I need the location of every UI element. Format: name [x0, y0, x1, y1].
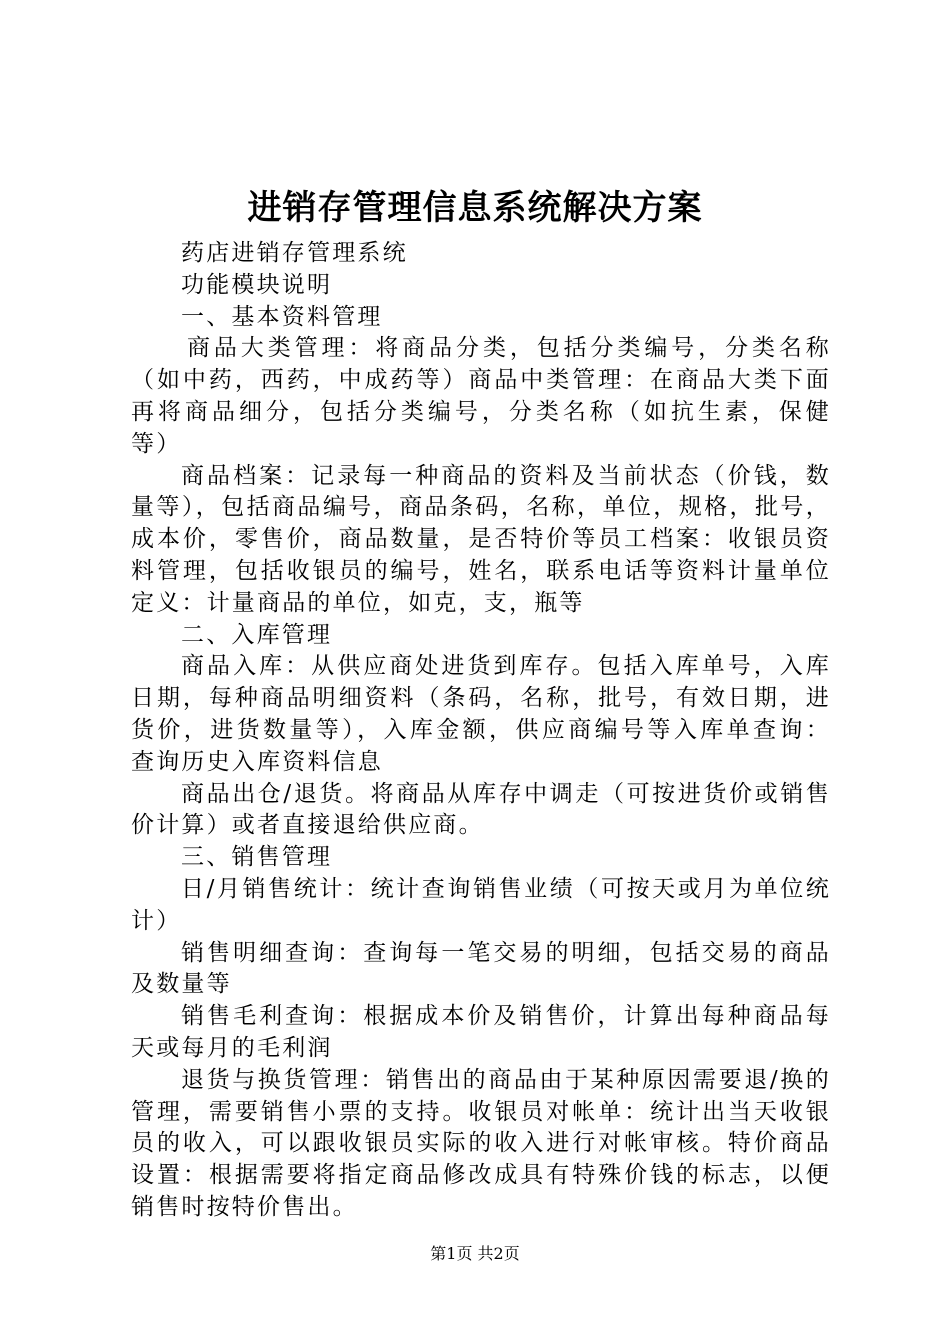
text-line: 等） — [131, 430, 182, 457]
text-line: 及数量等 — [131, 971, 232, 998]
text-line: 日期，每种商品明细资料（条码，名称，批号，有效日期，进 — [131, 685, 831, 712]
text-line: 功能模块说明 — [181, 271, 333, 298]
text-line: 量等），包括商品编号，商品条码，名称，单位，规格，批号， — [131, 494, 831, 521]
text-line: 药店进销存管理系统 — [181, 240, 408, 266]
text-line: 计） — [131, 907, 182, 934]
text-line: 价计算）或者直接退给供应商。 — [131, 812, 484, 839]
section-heading: 三、销售管理 — [181, 844, 333, 871]
text-line: 退货与换货管理：销售出的商品由于某种原因需要退/换的 — [181, 1066, 831, 1093]
text-line: 销售时按特价售出。 — [131, 1193, 358, 1220]
text-line: 商品出仓/退货。将商品从库存中调走（可按进货价或销售 — [181, 780, 831, 807]
text-line: 货价，进货数量等），入库金额，供应商编号等入库单查询： — [131, 716, 831, 743]
document-title: 进销存管理信息系统解决方案 — [247, 188, 703, 228]
text-line: 商品入库：从供应商处进货到库存。包括入库单号，入库 — [181, 653, 831, 680]
text-line: 设置：根据需要将指定商品修改成具有特殊价钱的标志，以便 — [131, 1162, 831, 1189]
text-line: 员的收入，可以跟收银员实际的收入进行对帐审核。特价商品 — [131, 1130, 831, 1157]
section-heading: 二、入库管理 — [181, 621, 333, 648]
text-line: 管理，需要销售小票的支持。收银员对帐单：统计出当天收银 — [131, 1098, 831, 1125]
text-line: 日/月销售统计：统计查询销售业绩（可按天或月为单位统 — [181, 875, 831, 902]
text-line: 销售毛利查询：根据成本价及销售价，计算出每种商品每 — [181, 1003, 831, 1030]
text-line: 商品档案：记录每一种商品的资料及当前状态（价钱，数 — [181, 462, 831, 489]
text-line: 料管理，包括收银员的编号，姓名，联系电话等资料计量单位 — [131, 557, 831, 584]
text-line: 查询历史入库资料信息 — [131, 748, 383, 775]
page-footer: 第1页 共2页 — [430, 1244, 520, 1263]
section-heading: 一、基本资料管理 — [181, 303, 383, 330]
text-line: 天或每月的毛利润 — [131, 1034, 333, 1061]
document-body — [131, 238, 831, 1224]
text-line: 再将商品细分，包括分类编号，分类名称（如抗生素，保健 — [131, 398, 831, 425]
text-line: 成本价，零售价，商品数量，是否特价等员工档案：收银员资 — [131, 526, 831, 553]
text-line: 商品大类管理：将商品分类，包括分类编号，分类名称 — [187, 335, 831, 362]
text-line: 销售明细查询：查询每一笔交易的明细，包括交易的商品 — [181, 939, 831, 966]
text-line: （如中药，西药，中成药等）商品中类管理：在商品大类下面 — [131, 367, 831, 394]
text-line: 定义：计量商品的单位，如克，支，瓶等 — [131, 589, 585, 616]
